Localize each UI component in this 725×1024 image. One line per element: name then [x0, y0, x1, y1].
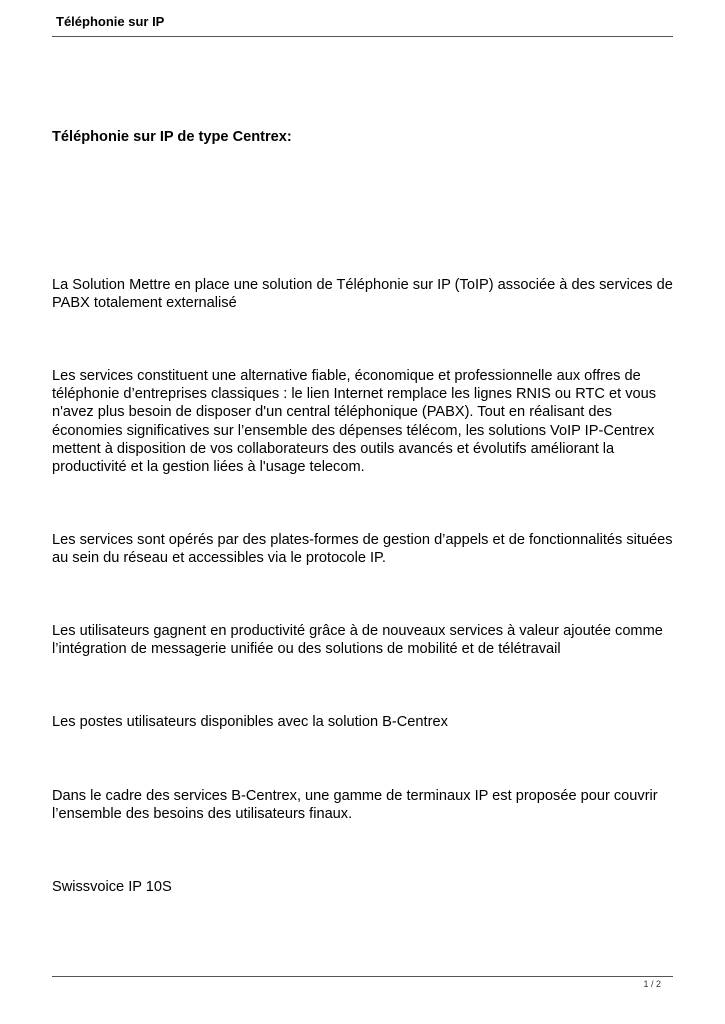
paragraph-user-stations: Les postes utilisateurs disponibles avec la solution B-Centrex — [52, 714, 448, 730]
paragraph-device-name: Swissvoice IP 10S — [52, 879, 172, 895]
running-header — [52, 14, 673, 37]
paragraph-terminals: Dans le cadre des services B-Centrex, une gamme de terminaux IP est proposée pour couvrir l’ensemble des besoins des utilisateurs finaux. — [52, 788, 658, 823]
page-heading: Téléphonie sur IP de type Centrex: — [52, 129, 292, 145]
running-footer — [52, 976, 673, 989]
paragraph-productivity: Les utilisateurs gagnent en productivité grâce à de nouveaux services à valeur ajoutée comme l’intégration de messagerie unifiée ou des solutions de mobilité et de télétravail — [52, 623, 663, 658]
paragraph-platforms: Les services sont opérés par des plates-formes de gestion d’appels et de fonctionnalités situées au sein du réseau et accessibles via le protocole IP. — [52, 532, 673, 567]
paragraph-solution: La Solution Mettre en place une solution de Téléphonie sur IP (ToIP) associée à des services de PABX totalement externalisé — [52, 277, 673, 312]
header-title: Téléphonie sur IP — [56, 14, 165, 29]
page-number: 1 / 2 — [643, 979, 661, 989]
paragraph-services-alternative: Les services constituent une alternative fiable, économique et professionnelle aux offres de téléphonie d’entreprises classiques : le lien Internet remplace les lignes RNIS ou RTC et vous n'avez plus besoin de disposer d'un central téléphonique (PABX). Tout en réalisant des économies significatives sur l’ensemble des dépenses télécom, les solutions VoIP IP-Centrex mettent à disposition de vos collaborateurs des outils avancés et évolutifs améliorant la productivité et la gestion liées à l'usage telecom. — [52, 368, 657, 476]
